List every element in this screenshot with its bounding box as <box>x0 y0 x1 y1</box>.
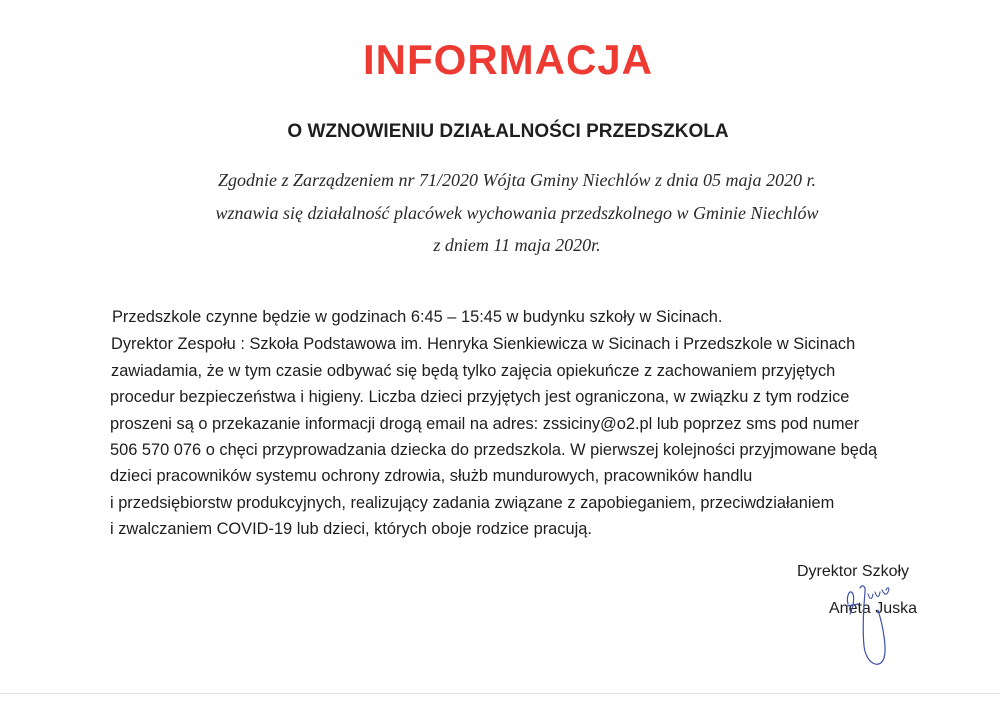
decree-line-1: Zgodnie z Zarządzeniem nr 71/2020 Wójta Gminy Niechlów z dnia 05 maja 2020 r. <box>217 170 816 190</box>
signature-title: Dyrektor Szkoły <box>797 563 910 580</box>
scan-edge-line <box>0 693 1000 694</box>
body-line-3: zawiadamia, że w tym czasie odbywać się będą tylko zajęcia opiekuńcze z zachowaniem przyjętych <box>111 362 836 380</box>
body-line-5: proszeni są o przekazanie informacji drogą email na adres: zssiciny@o2.pl lub poprzez sms pod numer <box>110 415 860 433</box>
document-subtitle: O WZNOWIENIU DZIAŁALNOŚCI PRZEDSZKOLA <box>287 121 729 142</box>
body-line-4: procedur bezpieczeństwa i higieny. Liczba dzieci przyjętych jest ograniczona, w związku z tym rodzice <box>110 388 850 406</box>
body-line-6: 506 570 076 o chęci przyprowadzania dziecka do przedszkola. W pierwszej kolejności przyjmowane będą <box>110 441 878 459</box>
body-line-9: i zwalczaniem COVID-19 lub dzieci, których oboje rodzice pracują. <box>110 520 592 538</box>
document-title: INFORMACJA <box>363 36 653 83</box>
body-line-8: i przedsiębiorstw produkcyjnych, realizujący zadania związane z zapobieganiem, przeciwdziałaniem <box>110 494 835 512</box>
signature-name: Aneta Juska <box>829 600 918 617</box>
handwritten-signature <box>838 566 898 674</box>
decree-line-3: z dniem 11 maja 2020r. <box>433 235 601 255</box>
decree-line-2: wznawia się działalność placówek wychowania przedszkolnego w Gminie Niechlów <box>215 203 819 223</box>
body-line-2: Dyrektor Zespołu : Szkoła Podstawowa im. Henryka Sienkiewicza w Sicinach i Przedszkole w Sicinach <box>111 335 856 353</box>
body-line-1: Przedszkole czynne będzie w godzinach 6:45 – 15:45 w budynku szkoły w Sicinach. <box>112 308 723 326</box>
body-line-7: dzieci pracowników systemu ochrony zdrowia, służb mundurowych, pracowników handlu <box>110 467 753 485</box>
